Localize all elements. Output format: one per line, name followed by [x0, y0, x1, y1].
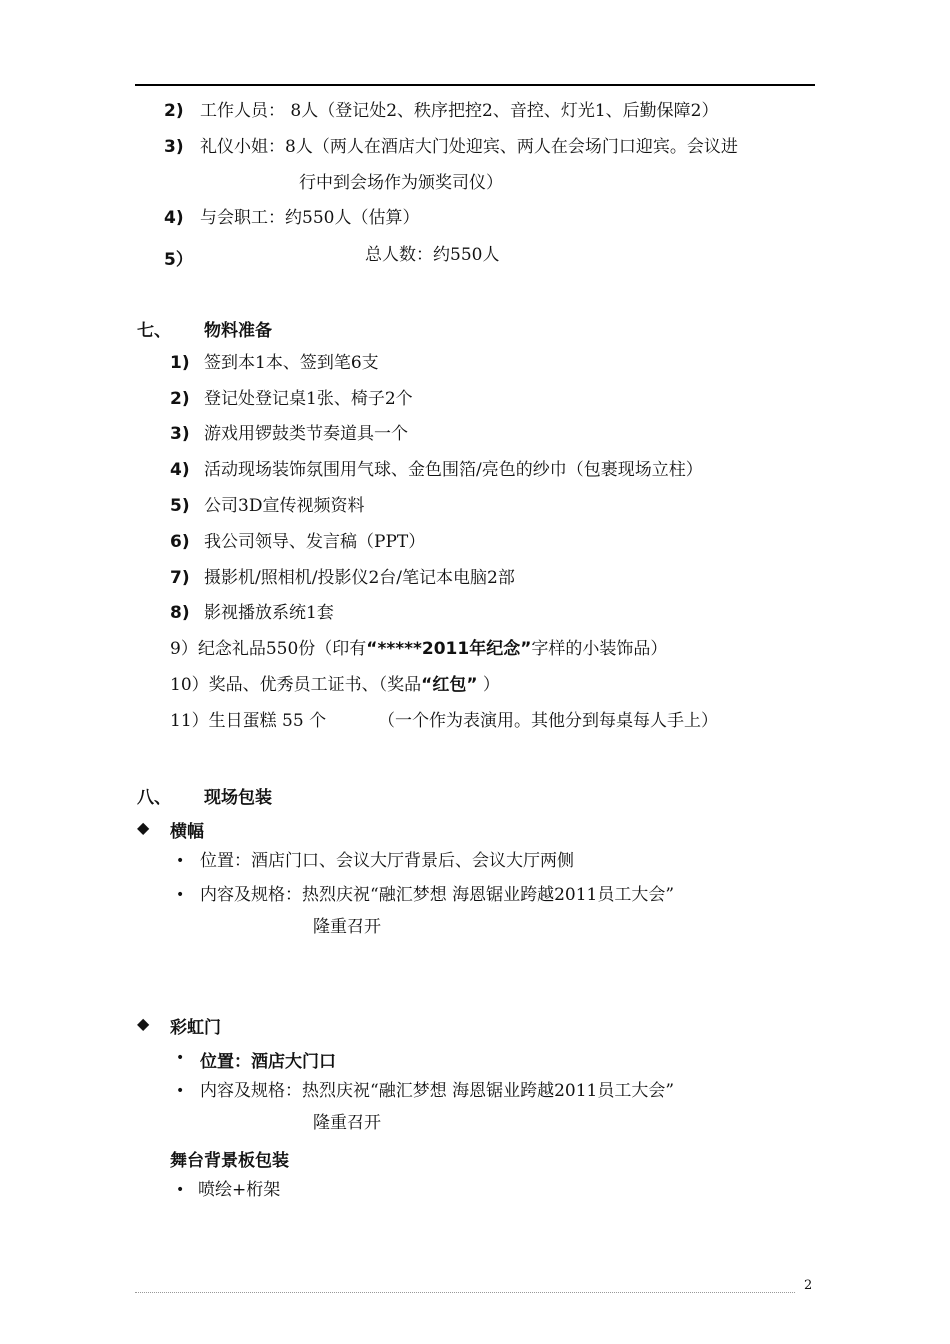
diamond-bullet-icon: ◆	[137, 1014, 150, 1033]
section-title: 现场包装	[204, 788, 272, 808]
diamond-bullet-icon: ◆	[137, 818, 150, 837]
list-item: 游戏用锣鼓类节奏道具一个	[204, 424, 408, 444]
list-number: 3)	[164, 137, 184, 157]
list-item-text: （一个作为表演用。其他分到每桌每人手上）	[378, 711, 718, 731]
list-number: 4)	[164, 208, 184, 228]
list-number: 8)	[170, 603, 190, 623]
section-title: 物料准备	[204, 321, 272, 341]
header-rule	[135, 84, 815, 86]
dot-bullet-icon: •	[176, 1050, 185, 1066]
list-number: 2)	[170, 389, 190, 409]
list-number: 3)	[170, 424, 190, 444]
list-number: 5)	[170, 496, 190, 516]
list-item-continuation: 行中到会场作为颁奖司仪）	[299, 173, 503, 193]
list-item: 喷绘+桁架	[198, 1180, 281, 1200]
list-item	[170, 638, 667, 660]
list-item: 摄影机/照相机/投影仪2台/笔记本电脑2部	[204, 568, 515, 588]
list-item: 位置：酒店门口、会议大厅背景后、会议大厅两侧	[200, 851, 574, 871]
list-item: 与会职工：约550人（估算）	[200, 208, 420, 228]
dot-bullet-icon: •	[176, 853, 185, 869]
list-item-text: 9）纪念礼品550份（印有	[170, 639, 367, 659]
list-item-text: 10）奖品、优秀员工证书、（奖品	[170, 675, 422, 695]
section-number: 八、	[137, 788, 171, 808]
list-item: 内容及规格：热烈庆祝“融汇梦想 海恩锯业跨越2011员工大会”	[200, 885, 675, 905]
list-number: 4)	[170, 460, 190, 480]
list-item-continuation: 隆重召开	[313, 917, 381, 937]
list-item: 位置：酒店大门口	[200, 1052, 336, 1072]
list-number: 1)	[170, 353, 190, 373]
dot-bullet-icon: •	[176, 887, 185, 903]
list-number: 6)	[170, 532, 190, 552]
list-item-emphasis: “*****2011年纪念”	[366, 639, 532, 659]
subsection-title: 彩虹门	[170, 1018, 221, 1038]
list-item: 内容及规格：热烈庆祝“融汇梦想 海恩锯业跨越2011员工大会”	[200, 1081, 675, 1101]
list-item-text: ）	[477, 675, 500, 695]
list-item: 我公司领导、发言稿（PPT）	[204, 532, 426, 552]
list-number: 7)	[170, 568, 190, 588]
page-number: 2	[804, 1278, 813, 1293]
section-number: 七、	[137, 321, 171, 341]
dot-bullet-icon: •	[176, 1182, 185, 1198]
footer-rule	[135, 1292, 795, 1293]
list-item: 登记处登记桌1张、椅子2个	[204, 389, 413, 409]
subsection-title: 舞台背景板包装	[170, 1151, 289, 1171]
list-item-emphasis: “红包”	[421, 675, 478, 695]
list-item: 礼仪小姐：8人（两人在酒店大门处迎宾、两人在会场门口迎宾。会议进	[200, 137, 738, 157]
list-item: 签到本1本、签到笔6支	[204, 353, 379, 373]
list-item: 影视播放系统1套	[204, 603, 334, 623]
list-item: 总人数：约550人	[365, 245, 500, 265]
list-item-text: 字样的小装饰品）	[531, 639, 668, 659]
subsection-title: 横幅	[170, 822, 204, 842]
list-number: 2)	[164, 101, 184, 121]
dot-bullet-icon: •	[176, 1083, 185, 1099]
list-item	[170, 674, 500, 696]
list-item: 工作人员： 8人（登记处2、秩序把控2、音控、灯光1、后勤保障2）	[200, 101, 719, 121]
list-number: 5）	[164, 250, 193, 270]
list-item: 活动现场装饰氛围用气球、金色围箔/亮色的纱巾（包裹现场立柱）	[204, 460, 703, 480]
list-item-continuation: 隆重召开	[313, 1113, 381, 1133]
list-item: 公司3D宣传视频资料	[204, 496, 365, 516]
list-item: 11）生日蛋糕 55 个	[170, 711, 327, 731]
